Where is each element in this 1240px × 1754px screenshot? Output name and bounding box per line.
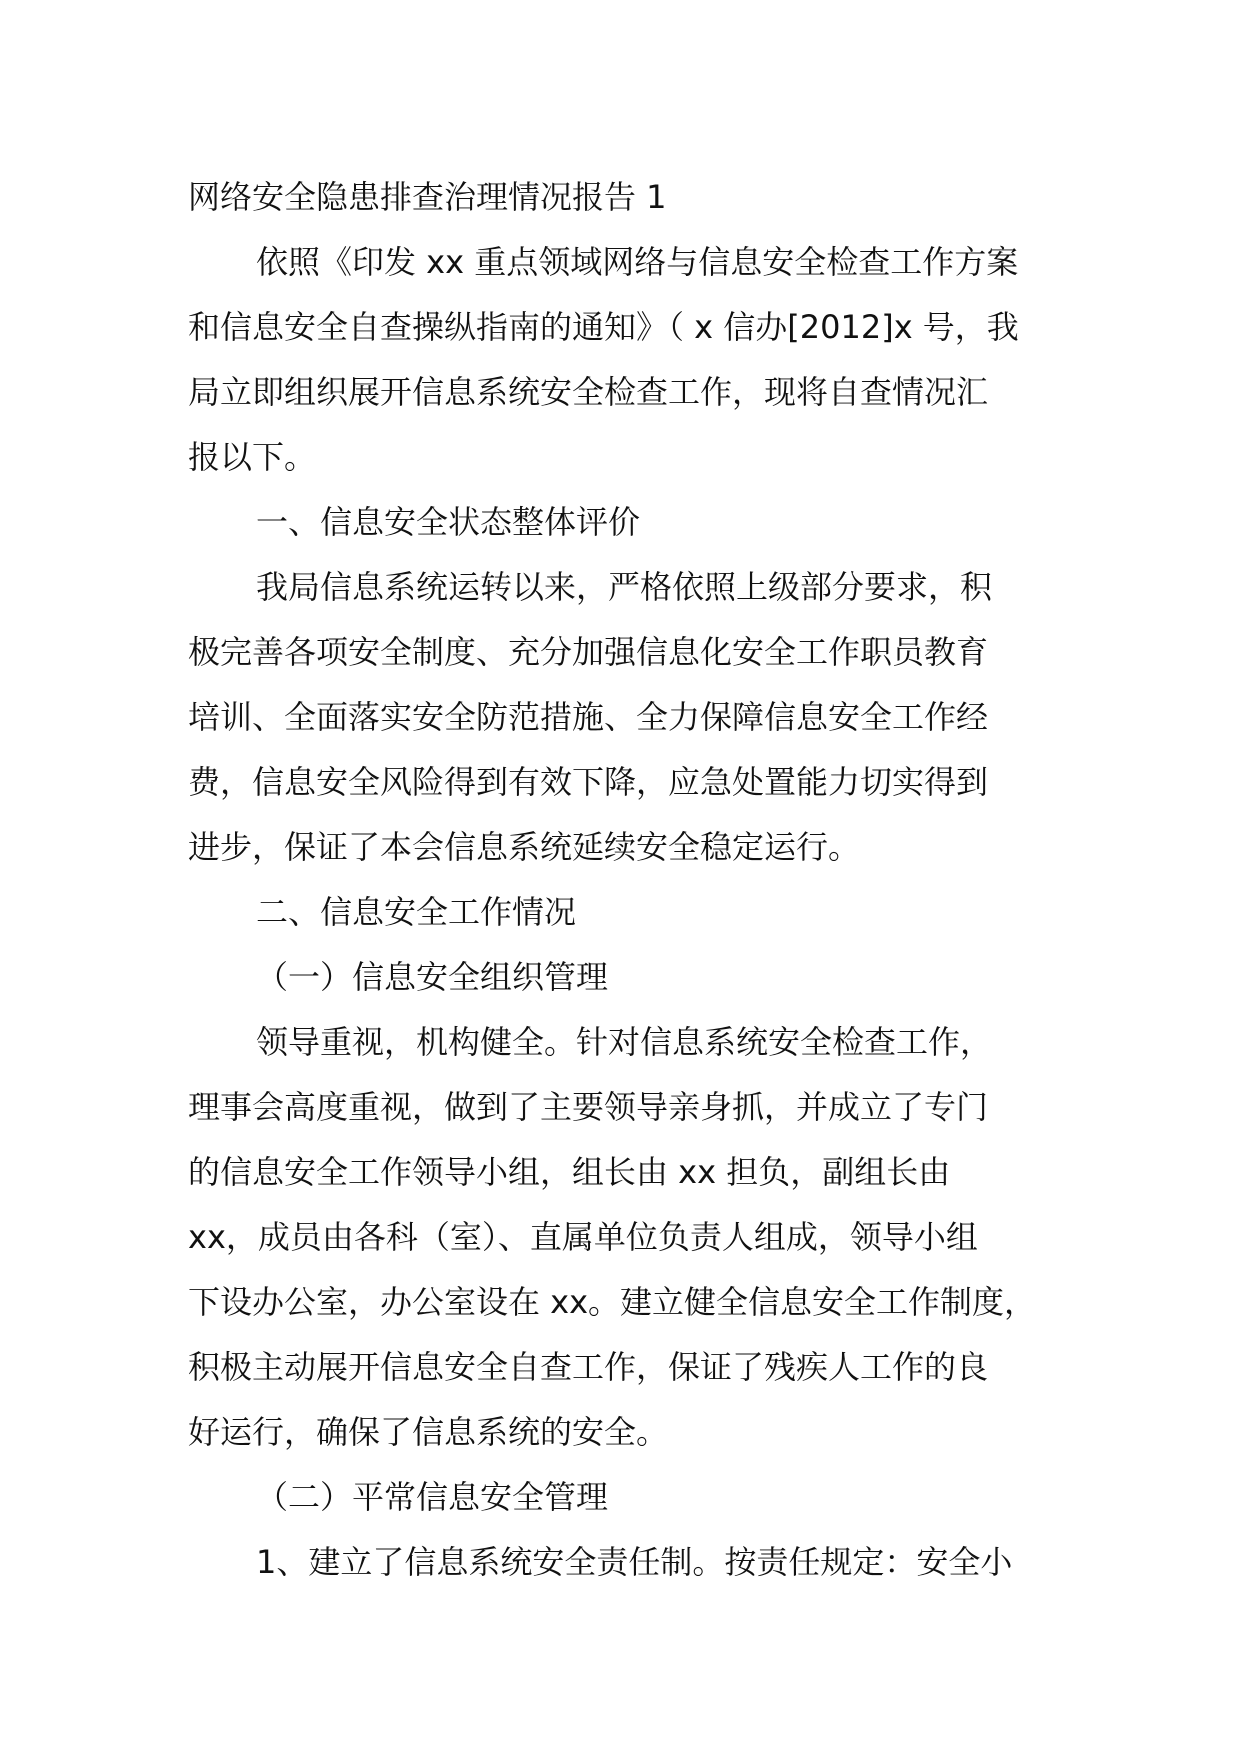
- paragraph-line: 局立即组织展开信息系统安全检查工作，现将自查情况汇: [188, 373, 989, 411]
- paragraph-line: 培训、全面落实安全防范措施、全力保障信息安全工作经: [188, 698, 989, 736]
- paragraph-line: 好运行，确保了信息系统的安全。: [188, 1413, 669, 1451]
- paragraph-line: 理事会高度重视，做到了主要领导亲身抓，并成立了专门: [188, 1088, 989, 1126]
- document-title: 网络安全隐患排查治理情况报告 1: [188, 178, 667, 216]
- paragraph-line: 费，信息安全风险得到有效下降，应急处置能力切实得到: [188, 763, 989, 801]
- section-heading: 一、信息安全状态整体评价: [256, 503, 641, 541]
- paragraph-line: 我局信息系统运转以来，严格依照上级部分要求，积: [256, 568, 993, 606]
- paragraph-line: 积极主动展开信息安全自查工作，保证了残疾人工作的良: [188, 1348, 989, 1386]
- paragraph-line: 报以下。: [188, 438, 317, 476]
- document-body: [188, 165, 1068, 1595]
- paragraph-line: 下设办公室，办公室设在 xx。建立健全信息安全工作制度，: [188, 1283, 1037, 1321]
- paragraph-line: xx，成员由各科（室）、直属单位负责人组成，领导小组: [188, 1218, 978, 1256]
- paragraph-line: 极完善各项安全制度、充分加强信息化安全工作职员教育: [188, 633, 989, 671]
- paragraph-line: 依照《印发 xx 重点领域网络与信息安全检查工作方案: [256, 243, 1019, 281]
- subsection-heading: （二）平常信息安全管理: [256, 1478, 609, 1516]
- paragraph-line: 进步，保证了本会信息系统延续安全稳定运行。: [188, 828, 861, 866]
- subsection-heading: （一）信息安全组织管理: [256, 958, 609, 996]
- paragraph-line: 领导重视，机构健全。针对信息系统安全检查工作，: [256, 1023, 993, 1061]
- paragraph-line: 和信息安全自查操纵指南的通知》（ x 信办[2012]x 号，我: [188, 308, 1019, 346]
- paragraph-line: 的信息安全工作领导小组，组长由 xx 担负，副组长由: [188, 1153, 951, 1191]
- section-heading: 二、信息安全工作情况: [256, 893, 577, 931]
- paragraph-line: 1、建立了信息系统安全责任制。按责任规定：安全小: [256, 1543, 1013, 1581]
